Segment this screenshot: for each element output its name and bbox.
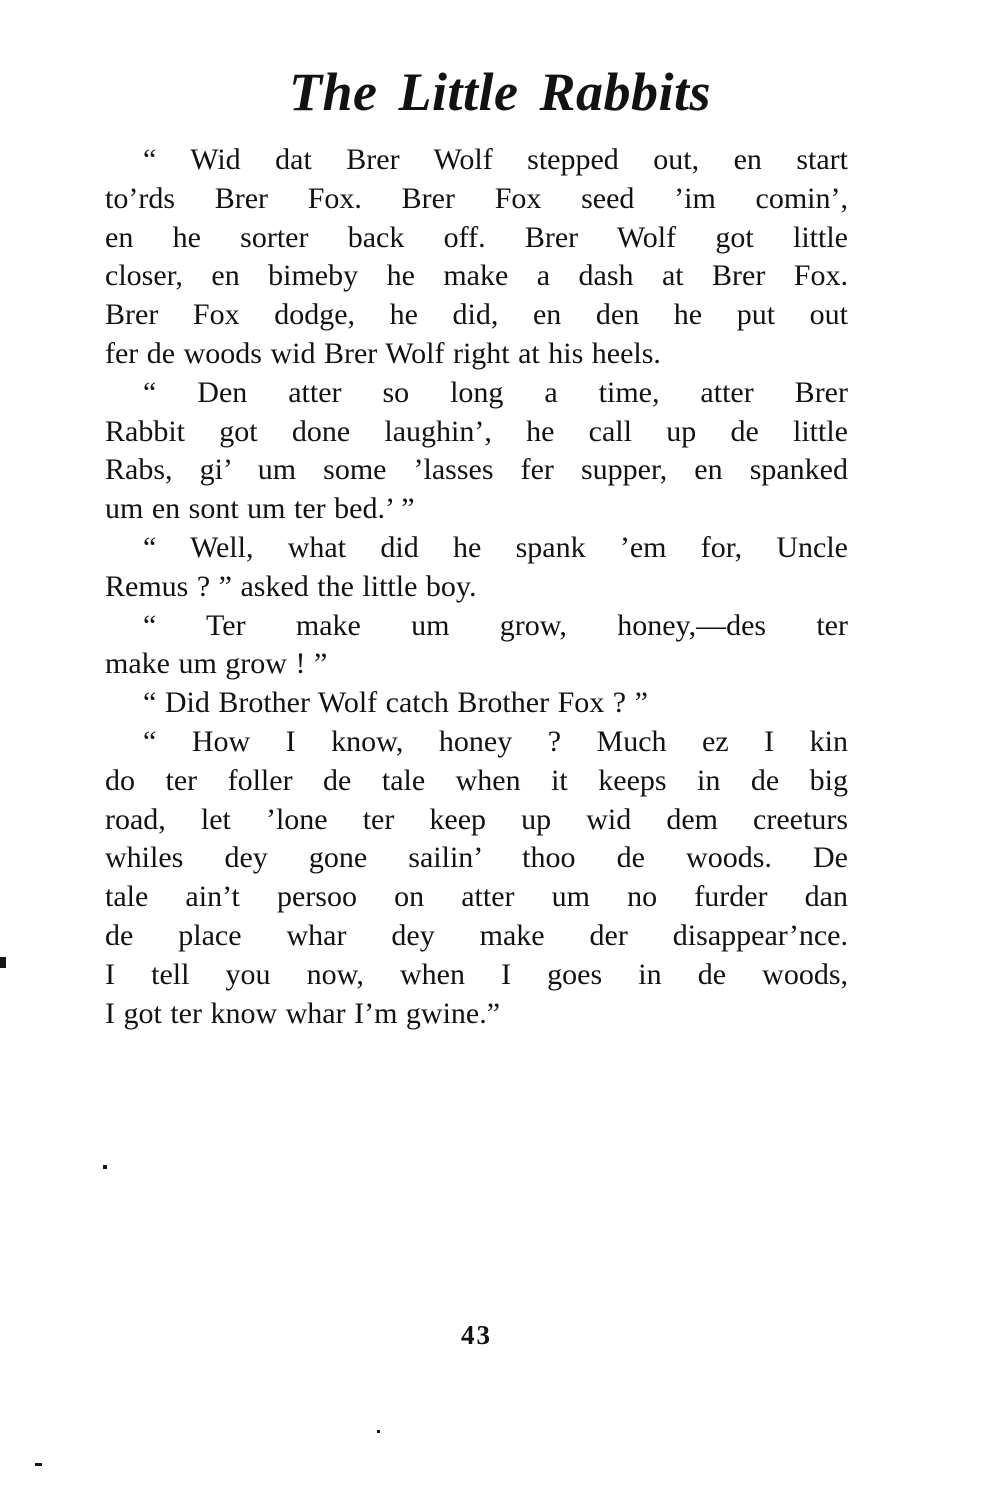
paragraph (105, 141, 848, 374)
paragraph (105, 723, 848, 1033)
text-line: um en sont um ter bed.’ ” (105, 492, 415, 526)
text-line: tale ain’t persoo on atter um no furder dan (105, 880, 848, 914)
page-number: 43 (461, 1320, 492, 1350)
text-line: I tell you now, when I goes in de woods, (105, 957, 848, 991)
scan-speck-left-edge (0, 957, 6, 968)
text-line: “ Did Brother Wolf catch Brother Fox ? ” (143, 686, 648, 720)
text-line: Brer Fox dodge, he did, en den he put out (105, 298, 848, 332)
text-line: en he sorter back off. Brer Wolf got little (105, 220, 848, 254)
page-title: The Little Rabbits (289, 62, 711, 122)
text-line: make um grow ! ” (105, 647, 328, 681)
text-line: road, let ’lone ter keep up wid dem creeturs (105, 802, 848, 836)
text-line: “ Ter make um grow, honey,—des ter (143, 608, 848, 642)
text-line: do ter foller de tale when it keeps in de big (105, 763, 848, 797)
text-line: I got ter know whar I’m gwine.” (105, 996, 501, 1030)
text-line: whiles dey gone sailin’ thoo de woods. De (105, 841, 848, 875)
text-line: to’rds Brer Fox. Brer Fox seed ’im comin’, (105, 181, 848, 215)
text-line: “ Well, what did he spank ’em for, Uncle (143, 530, 848, 564)
text-line: “ Wid dat Brer Wolf stepped out, en start (143, 143, 848, 176)
paragraph (105, 374, 848, 529)
text-line: “ How I know, honey ? Much ez I kin (143, 724, 848, 758)
scan-dot-lower-center (377, 1430, 380, 1433)
scan-dot-mid-left (103, 1165, 107, 1169)
text-line: Rabs, gi’ um some ’lasses fer supper, en spanked (105, 453, 848, 487)
text-line: de place whar dey make der disappear’nce. (105, 918, 848, 952)
paragraph (105, 607, 848, 685)
paragraph (105, 529, 848, 607)
text-line: closer, en bimeby he make a dash at Brer Fox. (105, 259, 848, 293)
paragraph (105, 684, 848, 723)
text-line: Remus ? ” asked the little boy. (105, 569, 477, 603)
text-line: fer de woods wid Brer Wolf right at his heels. (105, 336, 661, 370)
text-line: “ Den atter so long a time, atter Brer (143, 375, 848, 409)
text-line: Rabbit got done laughin’, he call up de little (105, 414, 848, 448)
scan-dash-bottom-left (35, 1463, 42, 1466)
text-block (105, 141, 848, 1033)
